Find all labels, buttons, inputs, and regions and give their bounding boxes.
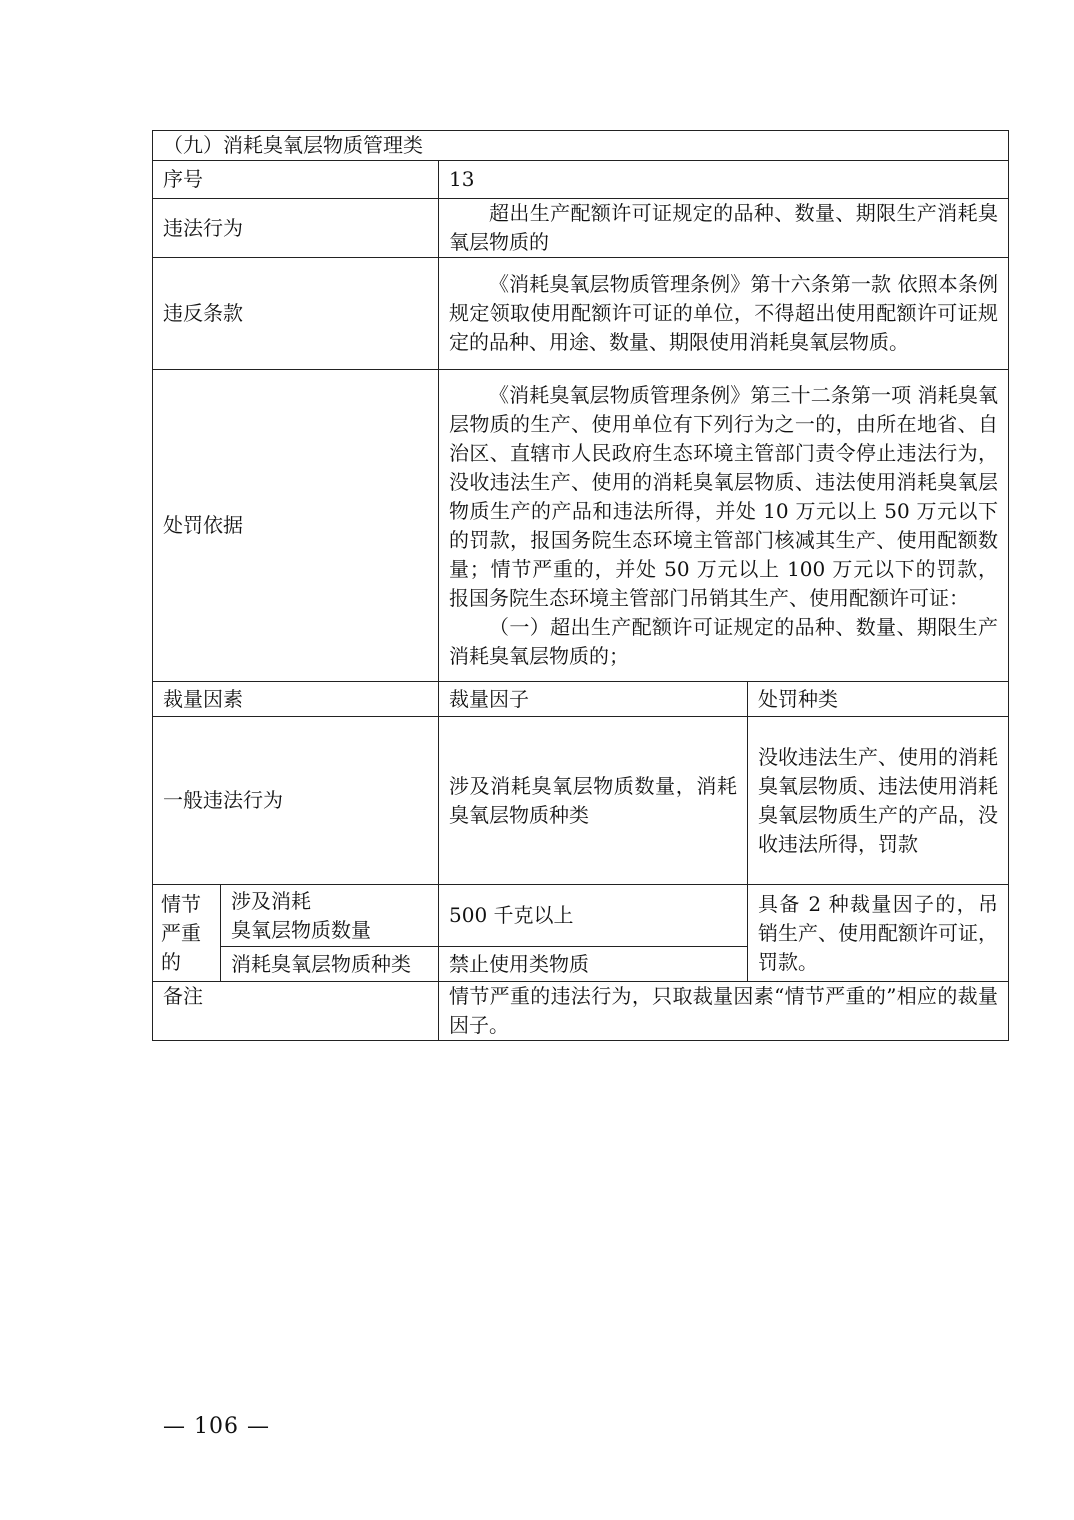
- penalty-basis-row: [153, 370, 1009, 682]
- page-number: — 106 —: [163, 1414, 270, 1439]
- serious-item2-value: 禁止使用类物质: [439, 947, 748, 982]
- serial-value: 13: [439, 161, 1009, 199]
- serious-item1-label: 涉及消耗 臭氧层物质数量: [221, 885, 439, 947]
- general-violation-label: 一般违法行为: [153, 717, 439, 885]
- penalty-type-header: 处罚种类: [748, 682, 1009, 717]
- violation-label: 违法行为: [153, 199, 439, 258]
- penalty-discretion-table: [152, 130, 1009, 1041]
- discretion-factor-detail-header: 裁量因子: [439, 682, 748, 717]
- violated-clause-row: [153, 258, 1009, 370]
- discretion-header-row: [153, 682, 1009, 717]
- general-violation-penalty: 没收违法生产、使用的消耗臭氧层物质、违法使用消耗臭氧层物质生产的产品，没收违法所得，罚款: [748, 717, 1009, 885]
- general-violation-row: [153, 717, 1009, 885]
- general-violation-factors: 涉及消耗臭氧层物质数量，消耗臭氧层物质种类: [439, 717, 748, 885]
- penalty-basis-label: 处罚依据: [153, 370, 439, 682]
- serious-item2-label: 消耗臭氧层物质种类: [221, 947, 439, 982]
- serial-row: [153, 161, 1009, 199]
- penalty-basis-paragraph-1: 《消耗臭氧层物质管理条例》第三十二条第一项 消耗臭氧层物质的生产、使用单位有下列行为之一的，由所在地省、自治区、直辖市人民政府生态环境主管部门责令停止违法行为，没收违法生产、使用的消耗臭氧层物质、违法使用消耗臭氧层物质生产的产品和违法所得，并处 10 万元以上 50 万元以下的罚款，报国务院生态环境主管部门核减其生产、使用配额数量；情节严重的，并处 50 万元以上 100 万元以下的罚款，报国务院生态环境主管部门吊销其生产、使用配额许可证：: [449, 382, 998, 610]
- violation-value: 超出生产配额许可证规定的品种、数量、期限生产消耗臭氧层物质的: [439, 199, 1009, 258]
- penalty-basis-value: [439, 370, 1009, 682]
- section-title: （九）消耗臭氧层物质管理类: [153, 131, 1009, 161]
- violation-row: [153, 199, 1009, 258]
- serious-violation-row-1: [153, 885, 1009, 947]
- remarks-label: 备注: [153, 982, 439, 1041]
- serious-violation-label: 情节严重的: [153, 885, 221, 982]
- penalty-basis-paragraph-2: （一）超出生产配额许可证规定的品种、数量、期限生产消耗臭氧层物质的；: [449, 614, 998, 668]
- remarks-value: 情节严重的违法行为，只取裁量因素“情节严重的”相应的裁量因子。: [439, 982, 1009, 1041]
- violated-clause-value: 《消耗臭氧层物质管理条例》第十六条第一款 依照本条例规定领取使用配额许可证的单位，不得超出使用配额许可证规定的品种、用途、数量、期限使用消耗臭氧层物质。: [439, 258, 1009, 370]
- serious-item1-value: 500 千克以上: [439, 885, 748, 947]
- discretion-factor-header: 裁量因素: [153, 682, 439, 717]
- serious-violation-penalty: 具备 2 种裁量因子的，吊销生产、使用配额许可证，罚款。: [748, 885, 1009, 982]
- section-title-row: [153, 131, 1009, 161]
- serial-label: 序号: [153, 161, 439, 199]
- violated-clause-label: 违反条款: [153, 258, 439, 370]
- remarks-row: [153, 982, 1009, 1041]
